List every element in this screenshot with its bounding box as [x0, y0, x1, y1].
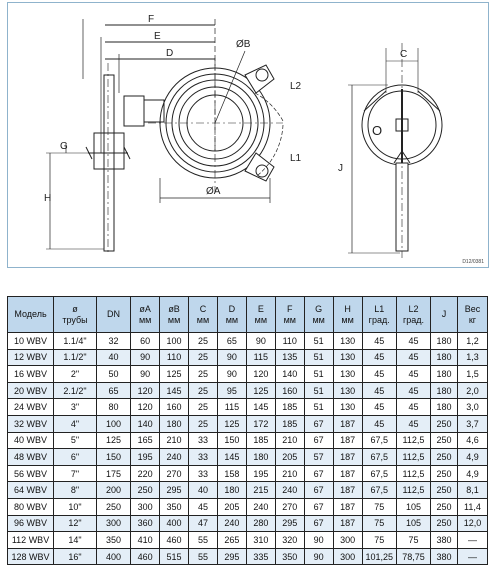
dim-label-L2: L2	[290, 81, 302, 92]
table-cell: 80 WBV	[8, 498, 54, 515]
table-cell: 185	[275, 415, 304, 432]
column-header-text: мм	[254, 314, 268, 325]
column-header	[275, 297, 304, 333]
column-header	[362, 297, 396, 333]
table-cell: 185	[275, 399, 304, 416]
table-cell: 172	[246, 415, 275, 432]
table-cell: 40 WBV	[8, 432, 54, 449]
table-cell: 300	[333, 548, 362, 565]
table-cell: 175	[96, 465, 130, 482]
table-cell: 295	[275, 515, 304, 532]
table-cell: 1,5	[457, 366, 487, 383]
table-cell: 250	[131, 482, 160, 499]
table-cell: 67	[304, 482, 333, 499]
table-cell: 145	[217, 449, 246, 466]
table-cell: 112,5	[396, 449, 430, 466]
table-row	[8, 449, 488, 466]
table-cell: 187	[333, 432, 362, 449]
table-cell: 195	[131, 449, 160, 466]
table-cell: 250	[431, 415, 458, 432]
table-cell: 180	[431, 399, 458, 416]
table-cell: 45	[362, 415, 396, 432]
table-cell: 130	[333, 399, 362, 416]
table-cell: 335	[246, 548, 275, 565]
table-cell: 187	[333, 482, 362, 499]
table-cell: 180	[431, 333, 458, 350]
table-cell: 125	[96, 432, 130, 449]
table-cell: 45	[189, 498, 218, 515]
dim-label-phiB: ØB	[236, 39, 251, 50]
table-cell: 2,0	[457, 382, 487, 399]
table-cell: 105	[396, 498, 430, 515]
table-cell: 280	[246, 515, 275, 532]
column-header-text: мм	[341, 314, 354, 325]
column-header-text: D	[228, 303, 236, 314]
dim-label-G: G	[60, 141, 68, 152]
table-cell: 145	[160, 382, 189, 399]
table-cell: 158	[217, 465, 246, 482]
table-cell: 120	[246, 366, 275, 383]
table-cell: 78,75	[396, 548, 430, 565]
table-cell: 32	[96, 333, 130, 350]
table-row	[8, 333, 488, 350]
table-cell: 400	[96, 548, 130, 565]
table-cell: 215	[246, 482, 275, 499]
table-cell: 45	[396, 382, 430, 399]
table-cell: 10 WBV	[8, 333, 54, 350]
table-cell: 45	[396, 366, 430, 383]
table-row	[8, 432, 488, 449]
column-header-text: J	[441, 309, 447, 319]
column-header-text: мм	[225, 314, 239, 325]
table-cell: 8,1	[457, 482, 487, 499]
table-cell: 115	[217, 399, 246, 416]
dim-label-C: C	[400, 49, 408, 60]
table-cell: 50	[96, 366, 130, 383]
table-cell: 180	[217, 482, 246, 499]
column-header-text: град.	[368, 314, 390, 325]
table-cell: 32 WBV	[8, 415, 54, 432]
table-cell: 220	[131, 465, 160, 482]
table-cell: 130	[333, 366, 362, 383]
table-cell: 67,5	[362, 432, 396, 449]
table-cell: 45	[396, 333, 430, 350]
table-cell: 45	[362, 366, 396, 383]
column-header-text: трубы	[62, 314, 88, 325]
table-cell: 48 WBV	[8, 449, 54, 466]
table-cell: 1.1/4"	[54, 333, 97, 350]
table-cell: 160	[160, 399, 189, 416]
column-header	[431, 297, 458, 333]
table-cell: 380	[431, 548, 458, 565]
table-cell: 51	[304, 349, 333, 366]
table-cell: 67	[304, 465, 333, 482]
table-cell: 64 WBV	[8, 482, 54, 499]
column-header-text: H	[344, 303, 351, 314]
table-cell: 1,2	[457, 333, 487, 350]
table-row	[8, 482, 488, 499]
table-cell: 14"	[54, 532, 97, 549]
table-cell: 240	[246, 498, 275, 515]
table-cell: 45	[396, 399, 430, 416]
table-cell: 90	[217, 366, 246, 383]
dim-label-O: O	[372, 123, 383, 138]
table-cell: 112,5	[396, 465, 430, 482]
table-cell: 112,5	[396, 482, 430, 499]
table-cell: 128 WBV	[8, 548, 54, 565]
table-cell: 90	[304, 532, 333, 549]
table-cell: 90	[304, 548, 333, 565]
table-cell: 187	[333, 498, 362, 515]
table-cell: 6"	[54, 449, 97, 466]
column-header-text: E	[257, 303, 264, 314]
table-cell: —	[457, 548, 487, 565]
column-header	[160, 297, 189, 333]
table-cell: 460	[131, 548, 160, 565]
table-cell: 105	[396, 515, 430, 532]
dim-label-D: D	[166, 48, 174, 59]
table-header-row	[8, 297, 488, 333]
table-cell: 16 WBV	[8, 366, 54, 383]
table-cell: 180	[431, 349, 458, 366]
table-cell: 187	[333, 415, 362, 432]
table-cell: 51	[304, 366, 333, 383]
table-cell: 25	[189, 333, 218, 350]
table-cell: 45	[362, 349, 396, 366]
table-cell: 16"	[54, 548, 97, 565]
table-cell: 300	[96, 515, 130, 532]
table-cell: 210	[275, 432, 304, 449]
technical-drawing	[7, 2, 489, 268]
table-cell: 12,0	[457, 515, 487, 532]
table-cell: 350	[160, 498, 189, 515]
table-cell: 187	[333, 465, 362, 482]
table-cell: 33	[189, 465, 218, 482]
column-header-text: Модель	[14, 309, 47, 319]
column-header	[333, 297, 362, 333]
table-row	[8, 382, 488, 399]
table-cell: 135	[275, 349, 304, 366]
column-header-text: мм	[312, 314, 325, 325]
column-header-text: L2	[408, 303, 419, 314]
table-cell: 25	[189, 349, 218, 366]
table-cell: 250	[431, 515, 458, 532]
table-cell: 96 WBV	[8, 515, 54, 532]
table-cell: —	[457, 532, 487, 549]
table-cell: 33	[189, 432, 218, 449]
table-cell: 350	[275, 548, 304, 565]
table-cell: 67	[304, 415, 333, 432]
table-cell: 110	[160, 349, 189, 366]
table-cell: 95	[217, 382, 246, 399]
table-cell: 205	[275, 449, 304, 466]
table-cell: 140	[131, 415, 160, 432]
table-cell: 4,6	[457, 432, 487, 449]
dim-label-L1: L1	[290, 153, 302, 164]
column-header-text: град.	[402, 314, 424, 325]
table-row	[8, 532, 488, 549]
table-cell: 4,9	[457, 449, 487, 466]
table-cell: 40	[96, 349, 130, 366]
column-header	[189, 297, 218, 333]
table-row	[8, 515, 488, 532]
table-cell: 90	[131, 366, 160, 383]
table-row	[8, 465, 488, 482]
table-cell: 310	[246, 532, 275, 549]
table-cell: 2"	[54, 366, 97, 383]
table-row	[8, 548, 488, 565]
table-cell: 45	[362, 382, 396, 399]
column-header-text: мм	[196, 314, 210, 325]
table-cell: 75	[362, 532, 396, 549]
table-cell: 295	[217, 548, 246, 565]
table-cell: 4,9	[457, 465, 487, 482]
table-cell: 112 WBV	[8, 532, 54, 549]
table-cell: 5"	[54, 432, 97, 449]
table-cell: 45	[362, 333, 396, 350]
table-cell: 125	[160, 366, 189, 383]
table-cell: 20 WBV	[8, 382, 54, 399]
table-cell: 1.1/2"	[54, 349, 97, 366]
table-cell: 180	[431, 382, 458, 399]
table-cell: 320	[275, 532, 304, 549]
column-header	[54, 297, 97, 333]
table-cell: 115	[246, 349, 275, 366]
table-cell: 55	[189, 548, 218, 565]
table-cell: 3"	[54, 399, 97, 416]
table-cell: 130	[333, 349, 362, 366]
table-cell: 25	[189, 366, 218, 383]
table-cell: 47	[189, 515, 218, 532]
table-cell: 250	[431, 465, 458, 482]
table-cell: 120	[131, 382, 160, 399]
column-header	[8, 297, 54, 333]
column-header	[96, 297, 130, 333]
table-cell: 187	[333, 449, 362, 466]
table-cell: 51	[304, 333, 333, 350]
dim-label-H: H	[44, 193, 52, 204]
table-cell: 8"	[54, 482, 97, 499]
dim-label-E: E	[154, 31, 161, 42]
table-cell: 100	[96, 415, 130, 432]
table-cell: 120	[131, 399, 160, 416]
table-cell: 130	[333, 333, 362, 350]
table-cell: 240	[217, 515, 246, 532]
table-cell: 4"	[54, 415, 97, 432]
table-cell: 210	[160, 432, 189, 449]
table-cell: 45	[396, 349, 430, 366]
table-cell: 110	[275, 333, 304, 350]
table-cell: 75	[362, 498, 396, 515]
table-cell: 130	[333, 382, 362, 399]
column-header	[457, 297, 487, 333]
column-header-text: L1	[374, 303, 385, 314]
drawing-code: D12/0381	[462, 259, 484, 265]
table-cell: 80	[96, 399, 130, 416]
column-header-text: Вес	[464, 303, 481, 314]
table-cell: 90	[217, 349, 246, 366]
table-cell: 180	[246, 449, 275, 466]
table-cell: 250	[431, 449, 458, 466]
table-cell: 25	[189, 415, 218, 432]
table-cell: 300	[333, 532, 362, 549]
column-header-text: F	[287, 303, 293, 314]
table-cell: 515	[160, 548, 189, 565]
table-cell: 100	[160, 333, 189, 350]
table-cell: 90	[246, 333, 275, 350]
table-cell: 12 WBV	[8, 349, 54, 366]
table-cell: 125	[246, 382, 275, 399]
table-cell: 145	[246, 399, 275, 416]
table-cell: 295	[160, 482, 189, 499]
table-cell: 2.1/2"	[54, 382, 97, 399]
column-header-text: мм	[138, 314, 152, 325]
table-cell: 187	[333, 515, 362, 532]
table-cell: 360	[131, 515, 160, 532]
table-cell: 40	[189, 482, 218, 499]
table-cell: 33	[189, 449, 218, 466]
table-cell: 250	[431, 432, 458, 449]
pipe-wall	[104, 75, 114, 251]
table-cell: 101,25	[362, 548, 396, 565]
table-cell: 12"	[54, 515, 97, 532]
table-cell: 10"	[54, 498, 97, 515]
column-header-text: ø	[72, 303, 78, 314]
table-cell: 67	[304, 515, 333, 532]
table-cell: 3,7	[457, 415, 487, 432]
table-cell: 240	[160, 449, 189, 466]
table-cell: 75	[396, 532, 430, 549]
table-cell: 200	[96, 482, 130, 499]
table-cell: 210	[275, 465, 304, 482]
table-row	[8, 399, 488, 416]
table-cell: 67	[304, 498, 333, 515]
table-cell: 400	[160, 515, 189, 532]
table-body	[8, 333, 488, 565]
table-cell: 460	[160, 532, 189, 549]
table-cell: 195	[246, 465, 275, 482]
table-cell: 140	[275, 366, 304, 383]
table-cell: 51	[304, 399, 333, 416]
table-row	[8, 498, 488, 515]
column-header-text: G	[315, 303, 323, 314]
table-cell: 112,5	[396, 432, 430, 449]
table-cell: 67,5	[362, 482, 396, 499]
column-header-text: мм	[283, 314, 296, 325]
table-cell: 57	[304, 449, 333, 466]
table-cell: 7"	[54, 465, 97, 482]
table-cell: 1,3	[457, 349, 487, 366]
table-cell: 90	[131, 349, 160, 366]
table-cell: 125	[217, 415, 246, 432]
table-cell: 180	[431, 366, 458, 383]
column-header-text: øA	[139, 303, 151, 314]
table-cell: 185	[246, 432, 275, 449]
table-cell: 270	[160, 465, 189, 482]
column-header-text: C	[199, 303, 207, 314]
table-cell: 160	[275, 382, 304, 399]
table-cell: 240	[275, 482, 304, 499]
table-cell: 380	[431, 532, 458, 549]
table-cell: 75	[362, 515, 396, 532]
column-header-text: кг	[468, 314, 477, 325]
table-cell: 410	[131, 532, 160, 549]
table-row	[8, 349, 488, 366]
column-header-text: мм	[167, 314, 181, 325]
table-cell: 67,5	[362, 449, 396, 466]
dim-label-F: F	[148, 14, 155, 25]
table-cell: 250	[431, 482, 458, 499]
table-cell: 265	[217, 532, 246, 549]
table-row	[8, 415, 488, 432]
table-cell: 56 WBV	[8, 465, 54, 482]
table-cell: 25	[189, 382, 218, 399]
table-cell: 65	[217, 333, 246, 350]
table-cell: 67	[304, 432, 333, 449]
table-cell: 180	[160, 415, 189, 432]
table-cell: 3,0	[457, 399, 487, 416]
table-cell: 11,4	[457, 498, 487, 515]
valve-drawing-svg	[8, 3, 490, 269]
table-cell: 45	[362, 399, 396, 416]
table-cell: 150	[217, 432, 246, 449]
column-header	[131, 297, 160, 333]
table-cell: 67,5	[362, 465, 396, 482]
table-cell: 205	[217, 498, 246, 515]
table-cell: 150	[96, 449, 130, 466]
column-header	[217, 297, 246, 333]
table-cell: 60	[131, 333, 160, 350]
spec-table	[7, 296, 488, 565]
column-header	[246, 297, 275, 333]
table-cell: 270	[275, 498, 304, 515]
table-cell: 45	[396, 415, 430, 432]
table-cell: 250	[431, 498, 458, 515]
column-header-text: DN	[107, 309, 121, 319]
column-header-text: øB	[168, 303, 180, 314]
table-cell: 55	[189, 532, 218, 549]
table-cell: 24 WBV	[8, 399, 54, 416]
table-cell: 65	[96, 382, 130, 399]
table-cell: 300	[131, 498, 160, 515]
table-row	[8, 366, 488, 383]
table-cell: 350	[96, 532, 130, 549]
table-cell: 250	[96, 498, 130, 515]
dim-label-phiA: ØA	[206, 186, 221, 197]
table-cell: 165	[131, 432, 160, 449]
column-header	[304, 297, 333, 333]
table-cell: 25	[189, 399, 218, 416]
column-header	[396, 297, 430, 333]
table-cell: 51	[304, 382, 333, 399]
dim-label-J: J	[338, 163, 343, 174]
